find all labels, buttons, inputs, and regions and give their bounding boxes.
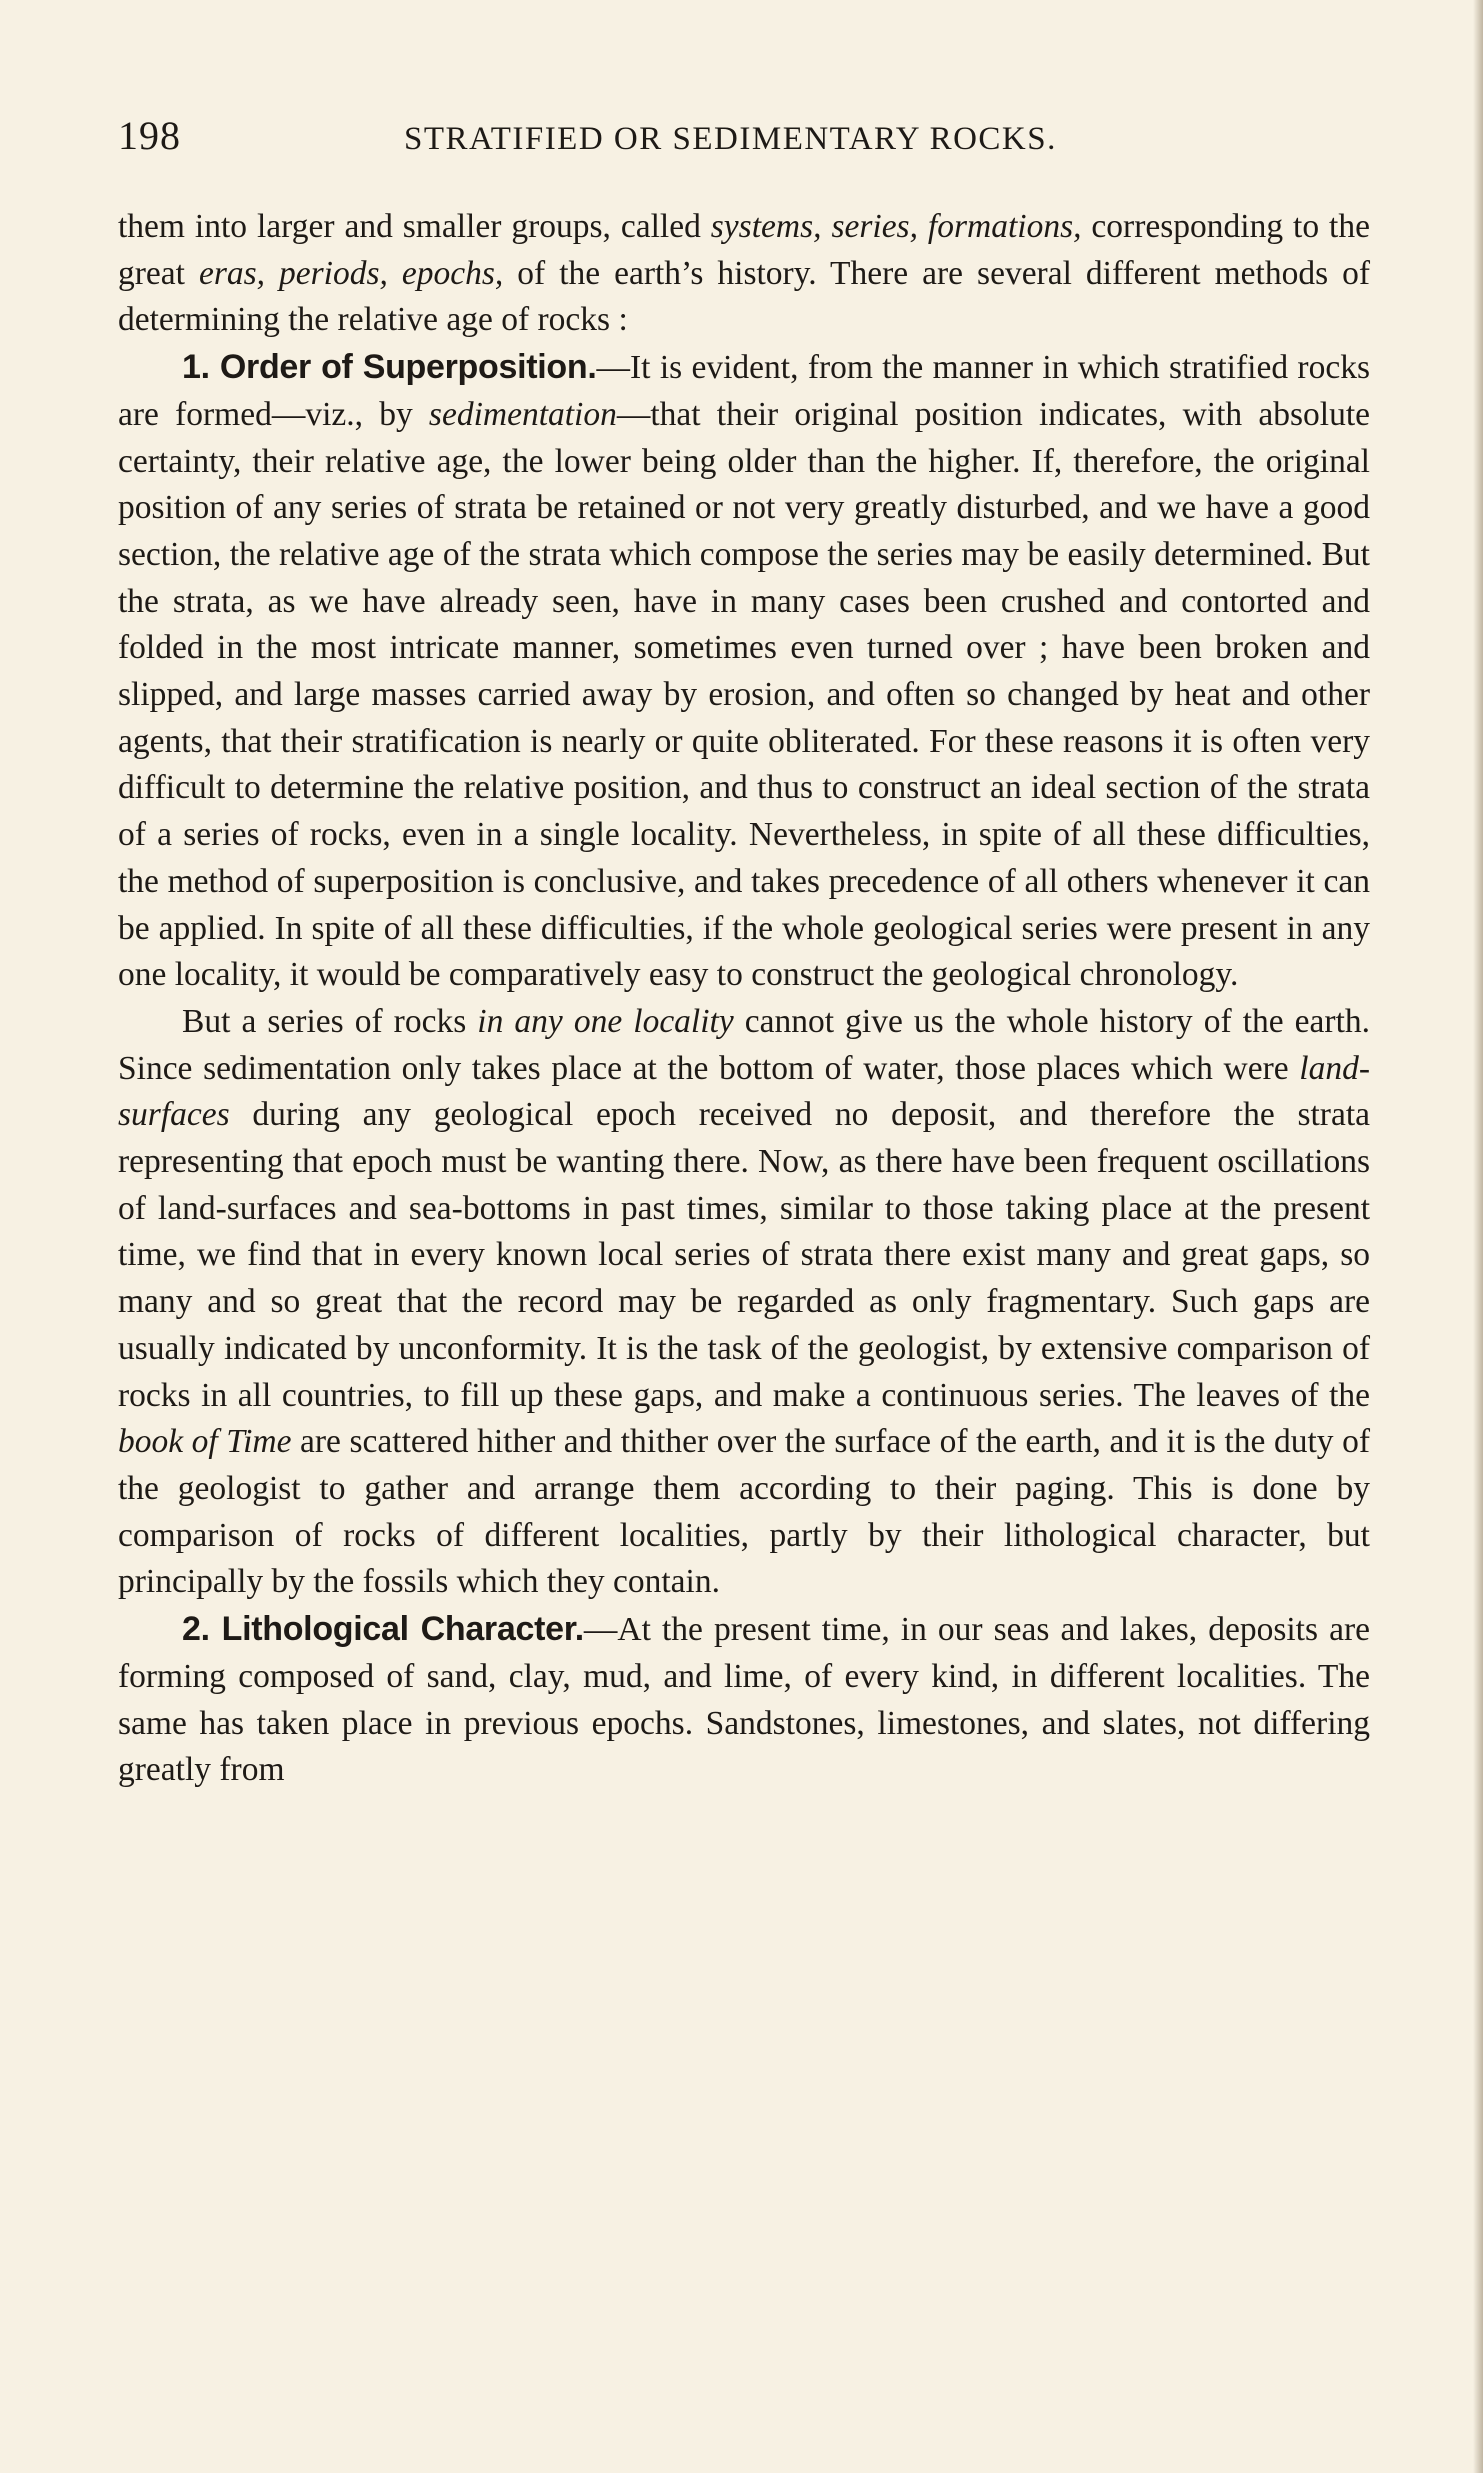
page-spine-shadow — [1473, 0, 1483, 2473]
book-page — [118, 112, 1370, 1794]
superposition-heading: 1. Order of Superposition. — [182, 348, 597, 387]
lithological-text-1: —At the present time, in our seas and lakes, deposits are forming composed of sand, clay, mud, and lime, of every kind, in different localities. The same has taken place in previous epochs. Sandstones, limestones, and slates, not differing greatly from — [118, 1611, 1370, 1789]
intro-paragraph — [118, 204, 1370, 344]
intro-text-1: them into larger and smaller groups, called — [118, 208, 711, 245]
series-text-2: cannot give us the whole history of the earth. Since sedimentation only takes place at the bottom of water, those places which were — [118, 1002, 1370, 1087]
superposition-text-1: —It is evident, from the manner in which stratified rocks are formed—viz., by — [118, 349, 1370, 433]
intro-text-3: of the earth’s history. There are several different methods of determining the relative age of rocks : — [118, 254, 1371, 339]
body-text — [118, 204, 1370, 1794]
lithological-heading: 2. Lithological Character. — [182, 1610, 584, 1649]
superposition-paragraph — [118, 344, 1370, 999]
running-head — [118, 112, 1370, 172]
intro-emphasis-groups: systems, series, formations, — [710, 208, 1082, 245]
superposition-emphasis: sedimentation — [428, 395, 617, 433]
series-text-4: are scattered hither and thither over the surface of the earth, and it is the duty of the geologist to gather and arrange them according to their paging. This is done by comparison of rocks of different localities, partly by their lithological character, but principally by the fossils which they contain. — [118, 1423, 1370, 1601]
series-text-3: during any geological epoch received no deposit, and therefore the strata representing that epoch must be wanting there. Now, as there have been frequent oscillations of land-surfaces and sea-bottoms in past times, similar to those taking place at the present time, we find that in every known local series of strata there exist many and great gaps, so many and so great that the record may be regarded as only fragmentary. Such gaps are usually indicated by unconformity. It is the task of the geologist, by extensive comparison of rocks in all countries, to fill up these gaps, and make a continuous series. The leaves of the — [118, 1096, 1370, 1414]
series-emphasis-locality: in any one locality — [477, 1002, 734, 1040]
series-paragraph — [118, 999, 1370, 1606]
series-emphasis-book-of-time: book of Time — [118, 1423, 292, 1461]
series-emphasis-land-surfaces: land-surfaces — [118, 1049, 1370, 1134]
superposition-text-2: —that their original position indicates, with absolute certainty, their relative age, the lower being older than the higher. If, therefore, the original position of any series of strata be retained or not very greatly disturbed, and we have a good section, the relative age of the strata which compose the series may be easily determined. But the strata, as we have already seen, have in many cases been crushed and contorted and folded in the most intricate manner, sometimes even turned over ; have been broken and slipped, and large masses carried away by erosion, and often so changed by heat and other agents, that their stratification is nearly or quite obliterated. For these reasons it is often very difficult to determine the relative position, and thus to construct an ideal section of the strata of a series of rocks, even in a single locality. Nevertheless, in spite of all these difficulties, the method of superposition is conclusive, and takes precedence of all others whenever it can be applied. In spite of all these difficulties, if the whole geological series were present in any one locality, it would be comparatively easy to construct the geological chronology. — [118, 395, 1370, 994]
page-number: 198 — [118, 113, 181, 158]
intro-text-2: corresponding to the great — [118, 208, 1370, 292]
running-title: STRATIFIED OR SEDIMENTARY ROCKS. — [404, 121, 1057, 157]
series-text-1: But a series of rocks — [182, 1002, 478, 1040]
intro-emphasis-eras: eras, periods, epochs, — [198, 254, 504, 292]
lithological-paragraph — [118, 1606, 1370, 1794]
